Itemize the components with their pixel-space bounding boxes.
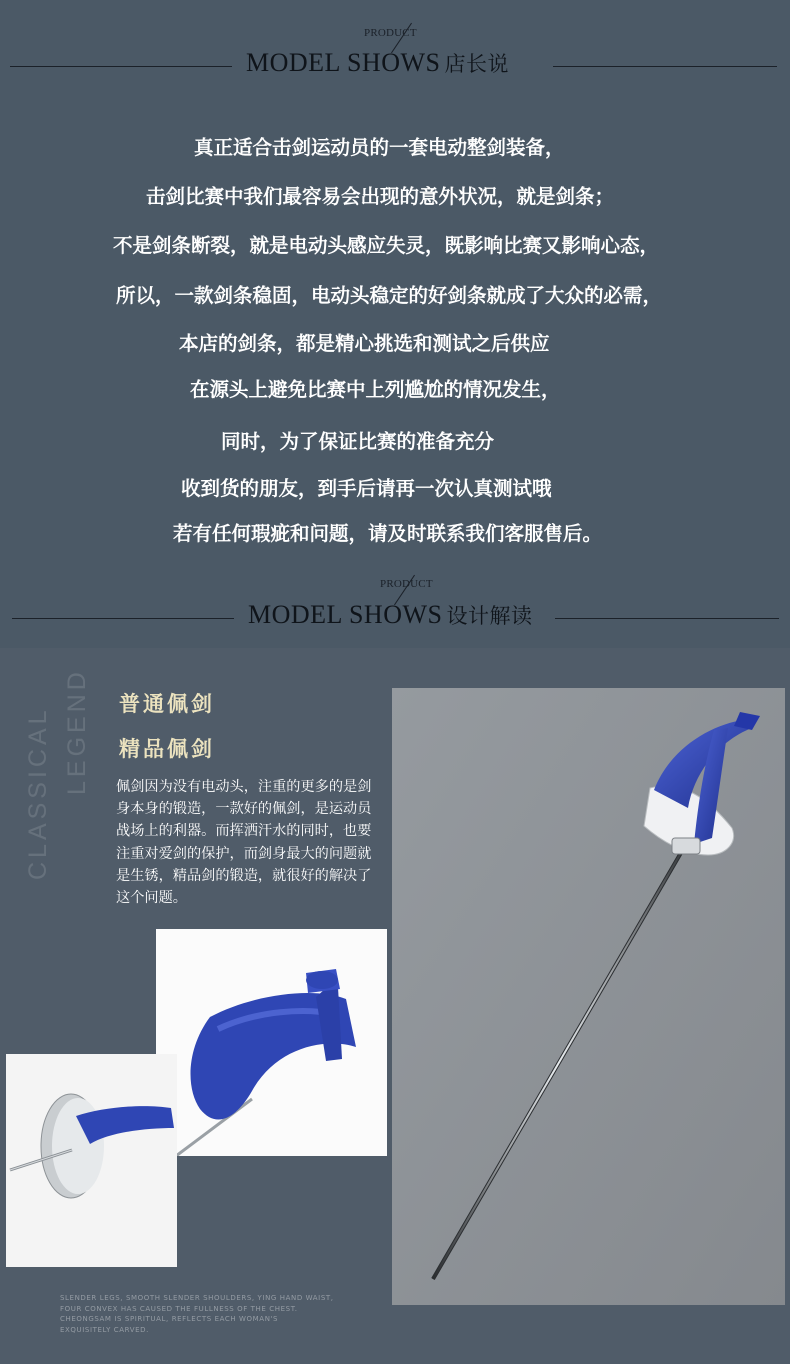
section-title [248, 600, 532, 630]
section-header-shop-says [0, 20, 790, 80]
sabre-guard-detail-photo [156, 929, 387, 1156]
footer-line: SLENDER LEGS, SMOOTH SLENDER SHOULDERS, YING HAND WAIST, [60, 1294, 334, 1302]
product-label: PRODUCT [380, 578, 433, 590]
sabre-illustration [392, 688, 785, 1305]
intro-line: 真正适合击剑运动员的一套电动整剑装备， [194, 136, 565, 159]
intro-line: 收到货的朋友，到手后请再一次认真测试哦 [181, 477, 552, 500]
intro-line-highlight: 若有任何瑕疵和问题，请及时联系我们客服售后。 [173, 522, 603, 545]
footer-line: CHEONGSAM IS SPIRITUAL, REFLECTS EACH WOMAN'S [60, 1315, 279, 1323]
section-title-en: MODEL SHOWS [246, 48, 441, 77]
divider-left [12, 618, 234, 619]
intro-line: 击剑比赛中我们最容易会出现的意外状况，就是剑条； [146, 185, 615, 208]
heading-premium-sabre: 精品佩剑 [119, 737, 215, 761]
divider-left [10, 66, 232, 67]
footer-line: FOUR CONVEX HAS CAUSED THE FULLNESS OF THE CHEST. [60, 1304, 298, 1313]
section-header-design [0, 572, 790, 632]
vertical-word-classical: CLASSICAL [24, 706, 52, 880]
intro-line: 不是剑条断裂，就是电动头感应失灵，既影响比赛又影响心态， [113, 234, 660, 257]
sabre-photo-full [392, 688, 785, 1305]
divider-right [553, 66, 777, 67]
footer-line: EXQUISITELY CARVED. [60, 1325, 149, 1334]
heading-standard-sabre: 普通佩剑 [119, 692, 215, 716]
intro-line: 本店的剑条，都是精心挑选和测试之后供应 [179, 332, 550, 355]
intro-line: 同时，为了保证比赛的准备充分 [221, 430, 495, 453]
guard-detail-illustration [156, 929, 387, 1156]
vertical-word-legend: LEGEND [63, 668, 91, 795]
section-title-en: MODEL SHOWS [248, 600, 443, 629]
intro-line: 所以，一款剑条稳固，电动头稳定的好剑条就成了大众的必需， [116, 284, 663, 307]
bell-detail-illustration [6, 1054, 177, 1267]
divider-right [555, 618, 779, 619]
intro-line: 在源头上避免比赛中上列尴尬的情况发生， [190, 378, 561, 401]
section-title [246, 48, 509, 78]
section-title-cn: 设计解读 [446, 604, 533, 628]
section-title-cn: 店长说 [444, 52, 509, 76]
description-text: 佩剑因为没有电动头，注重的更多的是剑身本身的锻造，一款好的佩剑，是运动员战场上的利器。而挥洒汗水的同时，也要注重对爱剑的保护，而剑身最大的问题就是生锈，精品剑的锻造，就很好的解决了这个问题。 [116, 779, 372, 907]
product-label: PRODUCT [364, 27, 417, 39]
sabre-bell-detail-photo [6, 1054, 177, 1267]
footer-english-text [60, 1293, 334, 1335]
